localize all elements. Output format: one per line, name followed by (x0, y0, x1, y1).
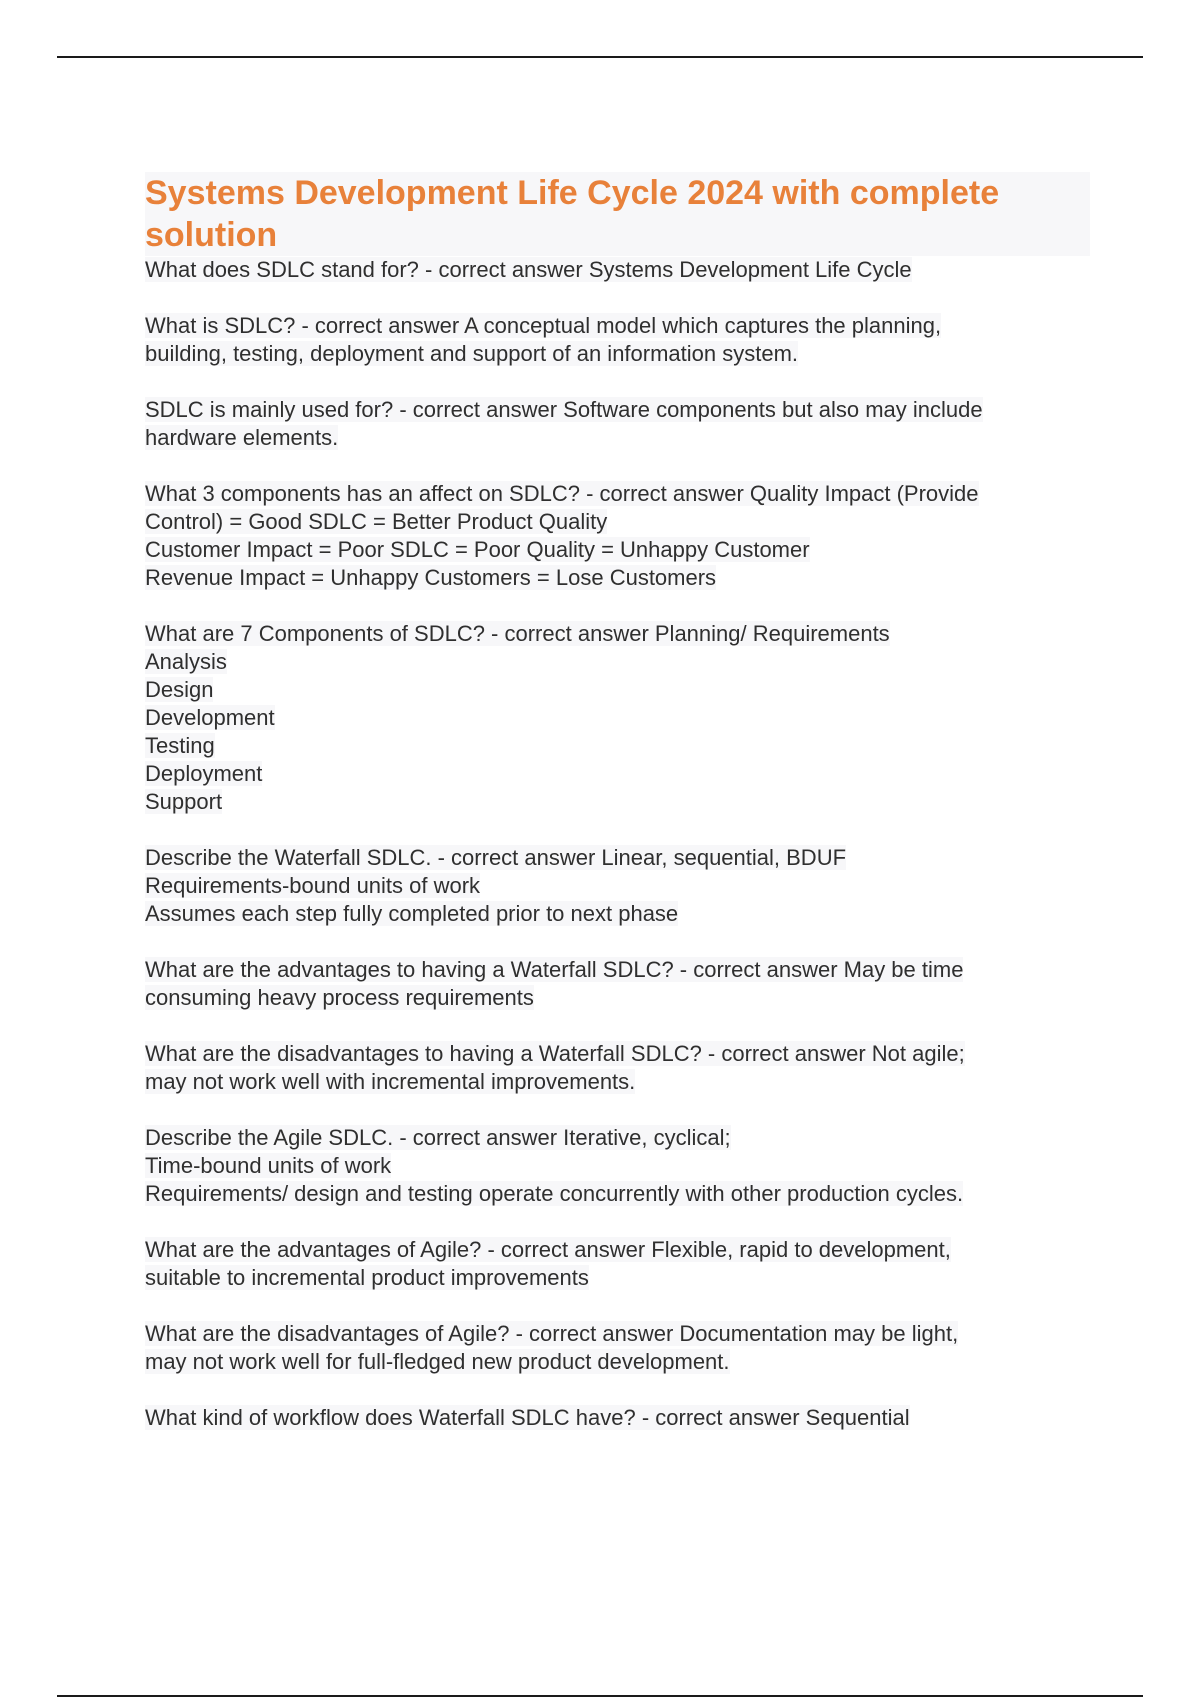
qa-item (145, 256, 1090, 284)
qa-item (145, 1320, 1090, 1376)
qa-item (145, 844, 1090, 928)
qa-text: What are the advantages to having a Waterfall SDLC? - correct answer May be time consuming heavy process requirements (145, 957, 964, 1010)
qa-text: What are the disadvantages to having a Waterfall SDLC? - correct answer Not agile; may not work well with incremental improvements. (145, 1041, 965, 1094)
qa-text: What are the advantages of Agile? - correct answer Flexible, rapid to development, suitable to incremental product improvements (145, 1237, 951, 1290)
qa-item (145, 312, 1090, 368)
document-body (145, 172, 1090, 1432)
qa-item (145, 396, 1090, 452)
qa-text: What 3 components has an affect on SDLC? - correct answer Quality Impact (Provide Control) = Good SDLC = Better Product Quality Customer Impact = Poor SDLC = Poor Quality = Unhappy Customer Revenue Impact = Unhappy Customers = Lose Customers (145, 481, 979, 590)
qa-text: Describe the Agile SDLC. - correct answer Iterative, cyclical; Time-bound units of work Requirements/ design and testing operate concurrently with other production cycles. (145, 1125, 964, 1206)
qa-text: What is SDLC? - correct answer A conceptual model which captures the planning, building, testing, deployment and support of an information system. (145, 313, 942, 366)
qa-item (145, 956, 1090, 1012)
qa-item (145, 480, 1090, 592)
qa-item (145, 1124, 1090, 1208)
qa-text: What kind of workflow does Waterfall SDLC have? - correct answer Sequential (145, 1405, 910, 1430)
document-title: Systems Development Life Cycle 2024 with complete solution (145, 172, 1090, 256)
qa-item (145, 1236, 1090, 1292)
footer-rule (57, 1695, 1143, 1697)
qa-item (145, 1404, 1090, 1432)
qa-text: Describe the Waterfall SDLC. - correct answer Linear, sequential, BDUF Requirements-bound units of work Assumes each step fully completed prior to next phase (145, 845, 847, 926)
qa-text: SDLC is mainly used for? - correct answer Software components but also may include hardware elements. (145, 397, 983, 450)
qa-text: What does SDLC stand for? - correct answer Systems Development Life Cycle (145, 257, 912, 282)
qa-text: What are the disadvantages of Agile? - correct answer Documentation may be light, may not work well for full-fledged new product development. (145, 1321, 959, 1374)
qa-text: What are 7 Components of SDLC? - correct answer Planning/ Requirements Analysis Design Development Testing Deployment Support (145, 621, 890, 814)
header-rule (57, 56, 1143, 58)
qa-item (145, 1040, 1090, 1096)
qa-item (145, 620, 1090, 816)
